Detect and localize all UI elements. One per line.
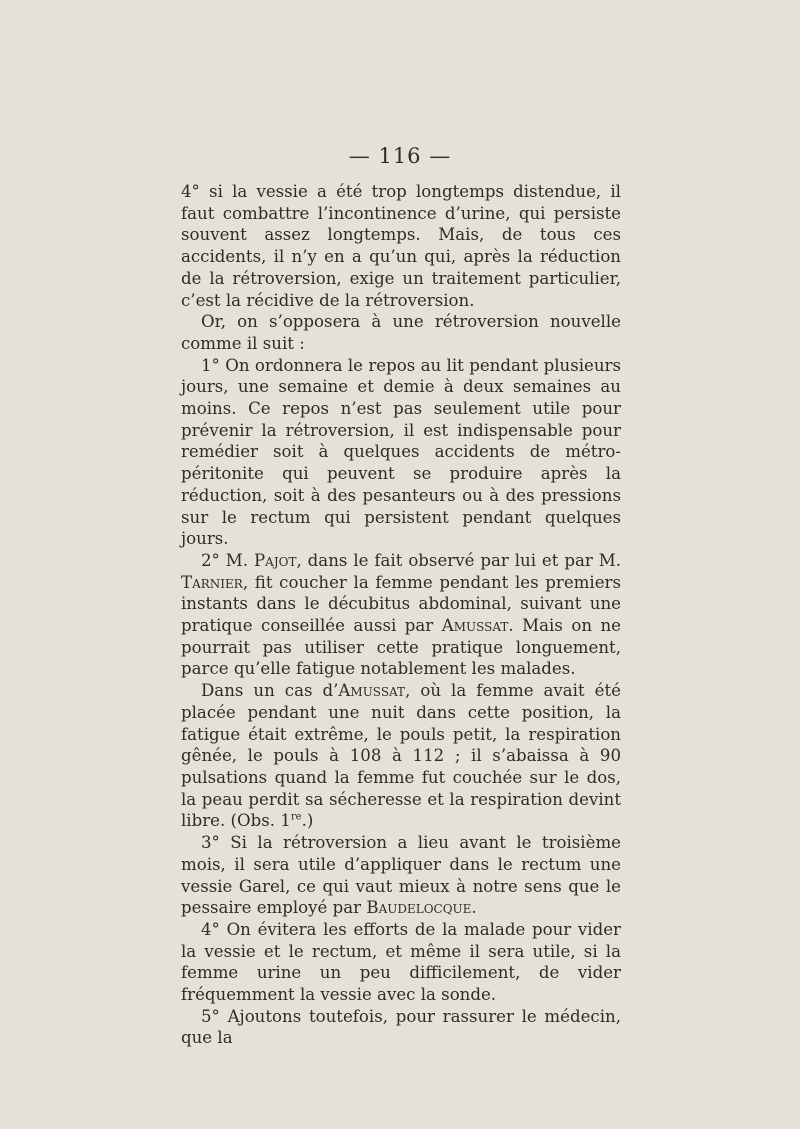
text-fragment: Dans un cas d’ <box>201 681 339 701</box>
body-text <box>181 181 621 1049</box>
superscript: re <box>290 811 302 823</box>
paragraph-4 <box>181 550 621 680</box>
author-name-amussat: Amussat <box>441 616 509 636</box>
text-fragment: . Mais on ne pourrait pas utiliser cette pratique longuement, parce qu’elle fatigue notablement les malades. <box>181 616 621 679</box>
author-name-tarnier: Tarnier <box>181 572 243 592</box>
paragraph-3: 1° On ordonnera le repos au lit pendant plusieurs jours, une semaine et demie à deux semaines au moins. Ce repos n’est pas seulement utile pour prévenir la rétroversion, il est indispensable pour remédier soit à quelques accidents de métro-péritonite qui peuvent se produire après la réduction, soit à des pesanteurs ou à des pressions sur le rectum qui persistent pendant quelques jours. <box>181 355 621 549</box>
page-number: — 116 — <box>348 144 452 168</box>
paragraph-1: 4° si la vessie a été trop longtemps distendue, il faut combattre l’incontinence d’urine, qui persiste souvent assez longtemps. Mais, de tous ces accidents, il n’y en a qu’un qui, après la réduction de la rétroversion, exige un traitement particulier, c’est la récidive de la rétroversion. <box>181 182 621 310</box>
paragraph-5 <box>181 680 621 832</box>
author-name-pajot: Pajot <box>253 550 297 570</box>
author-name-baudelocque: Baudelocque <box>366 898 472 918</box>
author-name-amussat: Amussat <box>338 681 406 701</box>
text-fragment: .) <box>301 811 314 831</box>
text-fragment: , dans le fait observé par lui et par M. <box>296 550 621 570</box>
text-fragment: , fit coucher la femme pendant les premiers instants dans le décubitus abdominal, suivant une pratique conseillée aussi par <box>181 572 621 636</box>
text-fragment: . <box>471 898 477 918</box>
text-fragment: 2° M. <box>201 550 254 570</box>
paragraph-7: 4° On évitera les efforts de la malade pour vider la vessie et le rectum, et même il sera utile, si la femme urine un peu difficilement, de vider fréquemment la vessie avec la sonde. <box>181 919 621 1005</box>
text-fragment: , où la femme avait été placée pendant une nuit dans cette position, la fatigue était extrême, le pouls petit, la respiration gênée, le pouls à 108 à 112 ; il s’abaissa à 90 pulsations quand la femme fut couchée sur le dos, la peau perdit sa sécheresse et la respiration devint libre. (Obs. 1 <box>181 681 621 831</box>
paragraph-8: 5° Ajoutons toutefois, pour rassurer le médecin, que la <box>181 1006 621 1048</box>
paragraph-6 <box>181 832 621 919</box>
paragraph-2: Or, on s’opposera à une rétroversion nouvelle comme il suit : <box>181 312 621 353</box>
text-fragment: 3° Si la rétroversion a lieu avant le troisième mois, il sera utile d’appliquer dans le rectum une vessie Garel, ce qui vaut mieux à notre sens que le pessaire employé par <box>181 833 621 918</box>
